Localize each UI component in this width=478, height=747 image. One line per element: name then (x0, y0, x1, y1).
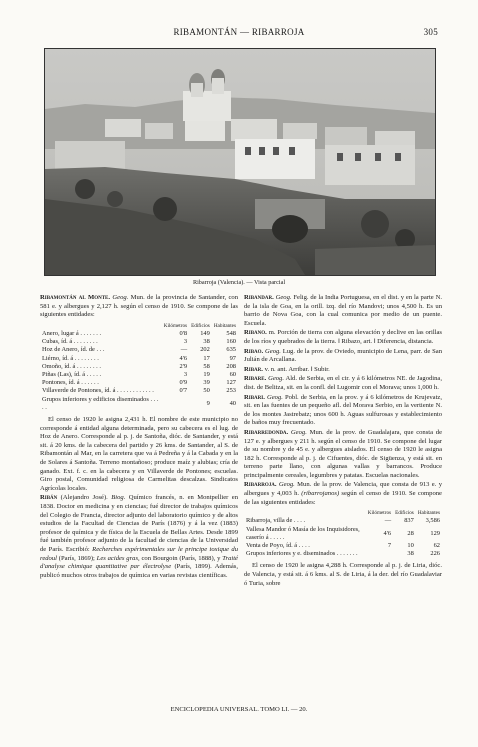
buildings-cell: 9 (206, 399, 210, 407)
entry-text: v. n. ant. Arribar. ‖ Subir. (264, 365, 330, 373)
entry-ribandar (244, 294, 442, 328)
entity-name-cell: Villaverde de Pontones, íd. á . . . . . . . . . . . . (42, 387, 154, 395)
buildings-cell: 38 (203, 338, 210, 346)
entry-ribao (244, 348, 442, 365)
col-inhabitants-header: Habitantes (213, 322, 236, 329)
entry-text: (París, 1869); (58, 554, 95, 562)
inhabitants-cell: 226 (430, 550, 440, 558)
left-column (40, 294, 238, 581)
entity-name-cell: Cubas, íd. á . . . . . . . . (42, 338, 98, 346)
demonym: (ribarrojanos) (301, 490, 340, 498)
buildings-cell: 58 (203, 362, 210, 370)
km-cell: 7 (387, 542, 392, 550)
table-row (244, 526, 442, 542)
inhabitants-cell: 60 (229, 371, 236, 378)
entity-name-cell: Venta de Poyo, íd. á . . . . (246, 542, 310, 550)
entity-name-cell: Piñas (Las), íd. á . . . . . (42, 371, 102, 378)
right-column (244, 294, 442, 589)
subject-label: Geog. (268, 375, 284, 383)
inhabitants-cell: 129 (430, 529, 440, 537)
entry-ribari (244, 394, 442, 428)
inhabitants-cell: 160 (226, 338, 236, 346)
census-paragraph: El censo de 1920 le asigna 2,431 h. El nombre de este municipio no corresponde á entidad alguna determinada, pero su cabecera es el lug. de Hoz de Anero. Corresponde al p. j. de Santoña, dióc. de Santander, y está sit. á 20 kms. de la cabecera del partido y 26 kms. de Santander, al S. de Ribamontán al Mar, en la carretera que va á Pedreña y á la Cabada y en la de Solares á Santoña. Terreno montañoso; produce maíz y alubias; cría de ganado. Ext. f. c. en la cabecera y en Villaverde de Pontones; escuelas. Giro postal, Comunidad religiosa de Carmelitas descalzas. Sindicatos Agrícolas locales. (40, 416, 238, 492)
entity-name-cell: Liérno, íd. á . . . . . . . . (42, 354, 99, 362)
headword: Ribandar. (244, 294, 274, 301)
photograph-image (45, 49, 435, 275)
entity-name-cell: Hoz de Anero, íd. de . . . (42, 346, 105, 354)
entry-riban (40, 494, 238, 580)
census-paragraph: El censo de 1920 le asigna 4,288 h. Corresponde al p. j. de Liria, dióc. de Valencia, y está sit. á 6 kms. al S. de Liria, á la der. del río Guadalaviar ó Turia, sobre (244, 562, 442, 587)
headword: Ribarroja. (244, 481, 277, 489)
entry-ribarroja (244, 481, 442, 507)
km-cell (162, 396, 189, 412)
buildings-cell: 202 (200, 346, 210, 354)
entry-ribarredonda (244, 429, 442, 481)
entry-ribano (244, 329, 442, 346)
col-km-header: Kilómetros (163, 322, 188, 329)
km-cell: — (180, 346, 188, 354)
col-entity-header (244, 509, 366, 517)
headword: Ribano. (244, 329, 267, 337)
table-row (244, 550, 442, 558)
entry-text: Felig. de la India Portuguesa, en el dist. y en la parte N. de la isla de Goa, en la orill. izq. del río Mandovi; unos 4,500 h. Es un barrio de Nova Goa, con la cual comunica por medio de un puente. Escuela. (244, 294, 442, 327)
table-row (40, 379, 238, 387)
inhabitants-cell: 208 (226, 362, 236, 370)
table-row (244, 542, 442, 550)
inhabitants-cell: 127 (226, 379, 236, 387)
buildings-cell: 50 (203, 387, 210, 395)
km-cell: 0'9 (179, 379, 188, 387)
entry-text: Lug. de la prov. de Oviedo, municipio de Lena, parr. de San Julián de Arcallana. (244, 347, 443, 364)
buildings-cell: 38 (407, 550, 414, 558)
entry-text: m. Porción de tierra con alguna elevación y declive en las orillas de los ríos y quebrados de la tierra. ‖ Ribazo, art. ‖ Diferencia, distancia. (244, 329, 442, 345)
entry-text: (París, 1899). Además, publicó muchos otros trabajos de química en varias revistas científicas. (40, 563, 238, 579)
work-title: Recherches expérimentales sur le principe toxique du redoul (40, 545, 238, 562)
entity-name-cell: Ribarroja, villa de . . . . (246, 517, 306, 525)
entry-text: Ald. de Serbia, en el cir. y á 6 kilómetros NE. de Jagodina, dist. de Belitza, sit. en la confl. del Lugomir con el Morava; unos 1,000 h. (244, 375, 442, 391)
entities-table-ribamontan (40, 322, 238, 412)
headword-paren: (Alejandro José). (60, 494, 108, 502)
col-inhabitants-header: Habitantes (417, 510, 440, 517)
table-row (40, 396, 238, 412)
col-buildings-header: Edificios (191, 322, 210, 329)
work-title: Les acides gras, (96, 554, 140, 562)
page-footer: ENCICLOPEDIA UNIVERSAL. TOMO LI. — 20. (170, 706, 308, 713)
inhabitants-cell: 62 (433, 542, 440, 550)
table-header-row (244, 509, 442, 517)
table-row (40, 355, 238, 363)
table-row (40, 363, 238, 371)
km-cell: 4'6 (383, 529, 392, 537)
km-cell: 4'6 (179, 354, 188, 362)
buildings-cell: 10 (407, 542, 414, 550)
buildings-cell: 837 (404, 517, 414, 525)
km-cell: — (384, 517, 392, 525)
headword: Ribar. (244, 365, 263, 373)
table-row (40, 346, 238, 354)
running-head (40, 27, 438, 39)
entry-text: Mun. de la provincia de Santander, con 581 e. y albergues y 2,127 h. según el censo de 1910. Se compone de las siguientes entidades: (40, 294, 239, 319)
work-title: Traité d'analyse chimique quantitative par électrolyse (40, 554, 238, 571)
inhabitants-cell: 3,586 (425, 517, 440, 525)
entry-text: Mun. de la prov. de Guadalajara, que consta de 127 e. y albergues y 211 h. según el censo de 1910. Se compone del lugar de su nombre y de 45 e. y albergues aislados. El censo de 1920 le asigna 182 h. Corresponde al p. j. de Cifuentes, dióc. de Sigüenza, y está sit. en terreno parte llano, con algunas vallas y barrancos. Produce principalmente cereales, legumbres y patatas. Escuelas nacionales. (244, 428, 442, 479)
entity-name-cell: Vallesa Mandor ó Masía de los Inquisidores, caserío á . . . . . (246, 525, 360, 541)
entity-name-cell: Grupos inferiores y e. diseminados . . . . . . . (246, 550, 358, 558)
headword: Ribarredonda. (244, 428, 289, 436)
buildings-cell: 39 (203, 379, 210, 387)
inhabitants-cell: 548 (226, 329, 236, 337)
table-row (40, 387, 238, 395)
figure-caption: Ribarroja (Valencia). — Vista parcial (192, 279, 286, 286)
inhabitants-cell: 40 (229, 399, 236, 407)
entity-name-cell: Anero, lugar á . . . . . . . (42, 329, 102, 337)
inhabitants-cell: 253 (226, 387, 236, 395)
km-cell: 3 (183, 338, 188, 346)
entry-ribare (244, 375, 442, 392)
entity-name-cell: Grupos inferiores y edificios diseminados . . . . . (42, 395, 159, 411)
subject-label: Geog. (266, 393, 283, 401)
buildings-cell: 19 (203, 371, 210, 378)
km-cell (366, 550, 393, 558)
headword: Ribao. (244, 347, 264, 355)
entry-text: con Bourgoin (París, 1888), y (141, 554, 221, 562)
km-cell: 3 (183, 371, 188, 378)
headword: Ribari. (244, 393, 265, 401)
buildings-cell: 149 (200, 329, 210, 337)
km-cell: 2'9 (179, 362, 188, 370)
table-row (244, 517, 442, 525)
entry-text: Pobl. de Serbia, en la prov. y á 6 kilómetros de Krujevatz, sit. en las fuentes de un pequeño afl. del Morava Serbio, en la vertiente N. de los montes Jastrebatz; unos 600 h. Aguas sulfurosas y establecimiento de baños muy frecuentado. (244, 393, 442, 427)
running-title: RIBAMONTÁN — RIBARROJA (173, 27, 305, 37)
table-row (40, 338, 238, 346)
buildings-cell: 28 (407, 529, 414, 537)
photograph-ribarroja (44, 48, 436, 276)
subject-label: Geog. (275, 294, 292, 301)
table-header-row (40, 322, 238, 330)
headword: Ribare. (244, 375, 267, 383)
entry-text: Mun. de la prov. de Valencia, que consta de 913 e. y albergues y 4,003 h. (244, 481, 443, 498)
table-row (40, 330, 238, 338)
entry-ribamontan (40, 294, 238, 320)
inhabitants-cell: 97 (229, 354, 236, 362)
col-km-header: Kilómetros (367, 510, 392, 517)
inhabitants-cell: 635 (226, 346, 236, 354)
headword: Ribán (40, 494, 58, 502)
km-cell: 0'8 (179, 329, 188, 337)
entities-table-ribarroja (244, 509, 442, 558)
page-number: 305 (423, 27, 438, 37)
subject-label: Geog. (278, 481, 295, 489)
headword: Ribamontán al Monte. (40, 294, 111, 301)
subject-label: Geog. (112, 294, 129, 301)
entry-ribar (244, 366, 442, 375)
km-cell: 0'7 (179, 387, 188, 395)
buildings-cell: 17 (203, 354, 210, 362)
col-buildings-header: Edificios (395, 510, 414, 517)
table-row (40, 371, 238, 379)
entity-name-cell: Omoño, íd. á . . . . . . . . (42, 362, 101, 370)
entity-name-cell: Pontones, íd. á . . . . . . (42, 379, 99, 387)
subject-label: Geog. (290, 428, 307, 436)
entry-text: según el censo de 1910. Se compone de las siguientes entidades: (244, 490, 442, 506)
entry-text: Químico francés, n. en Montpellier en 1838. Doctor en medicina y en ciencias; fué director de trabajos químicos del Colegio de Francia, director adjunto del laboratorio químico y de altos estudios de la Facultad de Ciencias de París (1876) y á la vez (1883) profesor de química y de física de la Escuela de Bellas Artes. Desde 1899 fué también profesor adjunto de la facultad de ciencias de la Universidad de París. Escribió: (40, 494, 238, 553)
col-entity-header (40, 322, 162, 330)
subject-label: Geog. (265, 347, 281, 355)
subject-label: Biog. (111, 494, 126, 502)
